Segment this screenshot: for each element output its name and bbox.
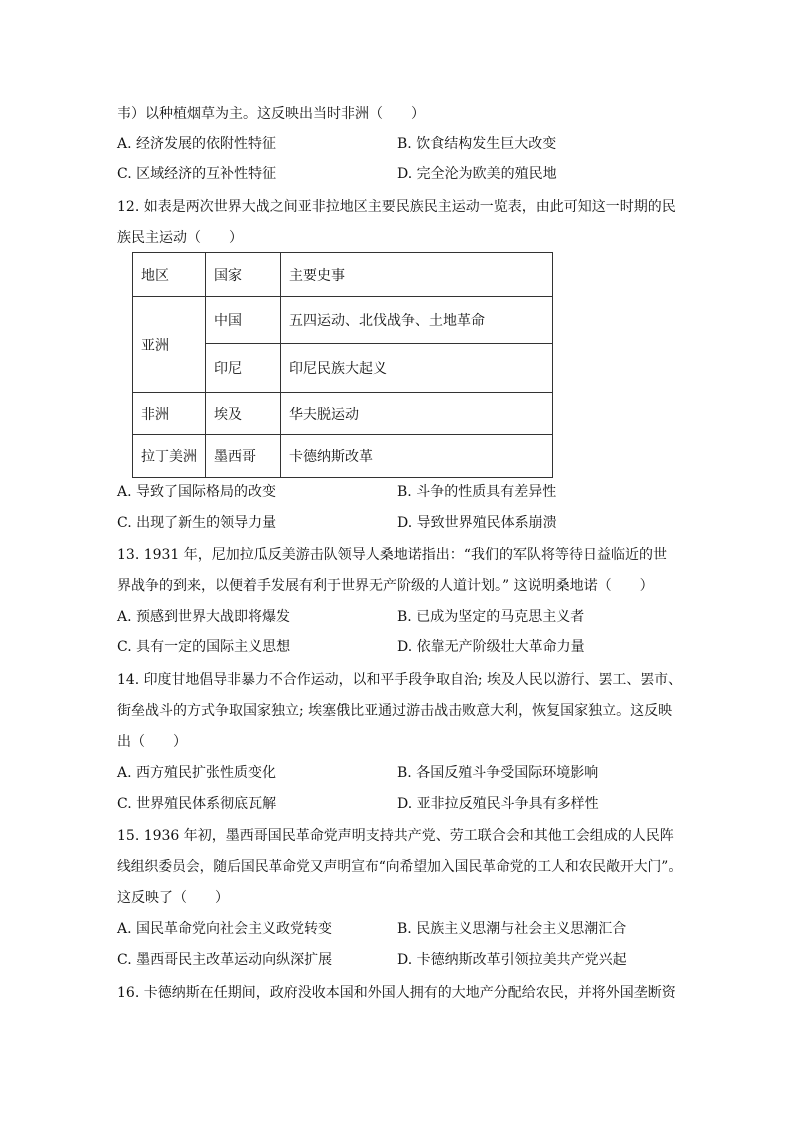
table-row xyxy=(133,435,553,478)
q12-stem-line-2: 族民主运动（ ） xyxy=(117,230,243,246)
q14-stem-line-2: 街垒战斗的方式争取国家独立; 埃塞俄比亚通过游击战击败意大利，恢复国家独立。这反映 xyxy=(117,703,673,719)
table-cell-event: 五四运动、北伐战争、土地革命 xyxy=(281,297,553,344)
q12-option-b: B. 斗争的性质具有差异性 xyxy=(397,484,557,500)
table-cell-region: 亚洲 xyxy=(133,297,206,393)
table-cell-region: 非洲 xyxy=(133,393,206,435)
q15-option-c: C. 墨西哥民主改革运动向纵深扩展 xyxy=(117,952,333,968)
q12-stem-line-1: 12. 如表是两次世界大战之间亚非拉地区主要民族民主运动一览表，由此可知这一时期的民 xyxy=(117,199,676,215)
table-header-country: 国家 xyxy=(206,253,281,297)
table-cell-country: 印尼 xyxy=(206,344,281,393)
q15-stem-line-1: 15. 1936 年初，墨西哥国民革命党声明支持共产党、劳工联合会和其他工会组成的人民阵 xyxy=(117,828,674,844)
q11-option-a: A. 经济发展的依附性特征 xyxy=(117,136,277,152)
q15-stem-line-2: 线组织委员会，随后国民革命党又声明宣布“向希望加入国民革命党的工人和农民敞开大门”。 xyxy=(117,859,683,875)
q13-option-c: C. 具有一定的国际主义思想 xyxy=(117,639,291,655)
table-cell-country: 墨西哥 xyxy=(206,435,281,478)
table-cell-country: 埃及 xyxy=(206,393,281,435)
q14-option-c: C. 世界殖民体系彻底瓦解 xyxy=(117,796,277,812)
table-row xyxy=(133,393,553,435)
q11-option-b: B. 饮食结构发生巨大改变 xyxy=(397,136,557,152)
q13-option-d: D. 依靠无产阶级壮大革命力量 xyxy=(397,639,585,655)
q11-option-d: D. 完全沦为欧美的殖民地 xyxy=(397,166,557,182)
q14-option-d: D. 亚非拉反殖民斗争具有多样性 xyxy=(397,796,599,812)
q15-option-b: B. 民族主义思潮与社会主义思潮汇合 xyxy=(397,921,627,937)
q13-stem-line-1: 13. 1931 年，尼加拉瓜反美游击队领导人桑地诺指出：“我们的军队将等待日益临近的世 xyxy=(117,547,667,563)
q15-option-a: A. 国民革命党向社会主义政党转变 xyxy=(117,921,333,937)
q14-stem-line-3: 出（ ） xyxy=(117,734,187,750)
q12-option-d: D. 导致世界殖民体系崩溃 xyxy=(397,515,557,531)
table-cell-event: 华夫脱运动 xyxy=(281,393,553,435)
q13-stem-line-2: 界战争的到来，以便着手发展有利于世界无产阶级的人道计划。” 这说明桑地诺（ ） xyxy=(117,578,654,594)
q13-option-b: B. 已成为坚定的马克思主义者 xyxy=(397,609,585,625)
table-cell-event: 印尼民族大起义 xyxy=(281,344,553,393)
movements-table xyxy=(132,252,553,478)
table-cell-country: 中国 xyxy=(206,297,281,344)
q14-stem-line-1: 14. 印度甘地倡导非暴力不合作运动，以和平手段争取自治; 埃及人民以游行、罢工、罢市、 xyxy=(117,672,683,688)
q12-option-a: A. 导致了国际格局的改变 xyxy=(117,484,277,500)
q15-option-d: D. 卡德纳斯改革引领拉美共产党兴起 xyxy=(397,952,627,968)
q15-stem-line-3: 这反映了（ ） xyxy=(117,890,229,906)
table-cell-region: 拉丁美洲 xyxy=(133,435,206,478)
table-header-region: 地区 xyxy=(133,253,206,297)
q11-stem: 韦）以种植烟草为主。这反映出当时非洲（ ） xyxy=(117,106,425,122)
table-header-row xyxy=(133,253,553,297)
table-row xyxy=(133,297,553,344)
q16-stem-line-1: 16. 卡德纳斯在任期间，政府没收本国和外国人拥有的大地产分配给农民，并将外国垄断资 xyxy=(117,985,676,1001)
q12-option-c: C. 出现了新生的领导力量 xyxy=(117,515,277,531)
q14-option-a: A. 西方殖民扩张性质变化 xyxy=(117,765,277,781)
table-cell-event: 卡德纳斯改革 xyxy=(281,435,553,478)
q14-option-b: B. 各国反殖斗争受国际环境影响 xyxy=(397,765,599,781)
q13-option-a: A. 预感到世界大战即将爆发 xyxy=(117,609,291,625)
table-header-events: 主要史事 xyxy=(281,253,553,297)
q11-option-c: C. 区域经济的互补性特征 xyxy=(117,166,277,182)
